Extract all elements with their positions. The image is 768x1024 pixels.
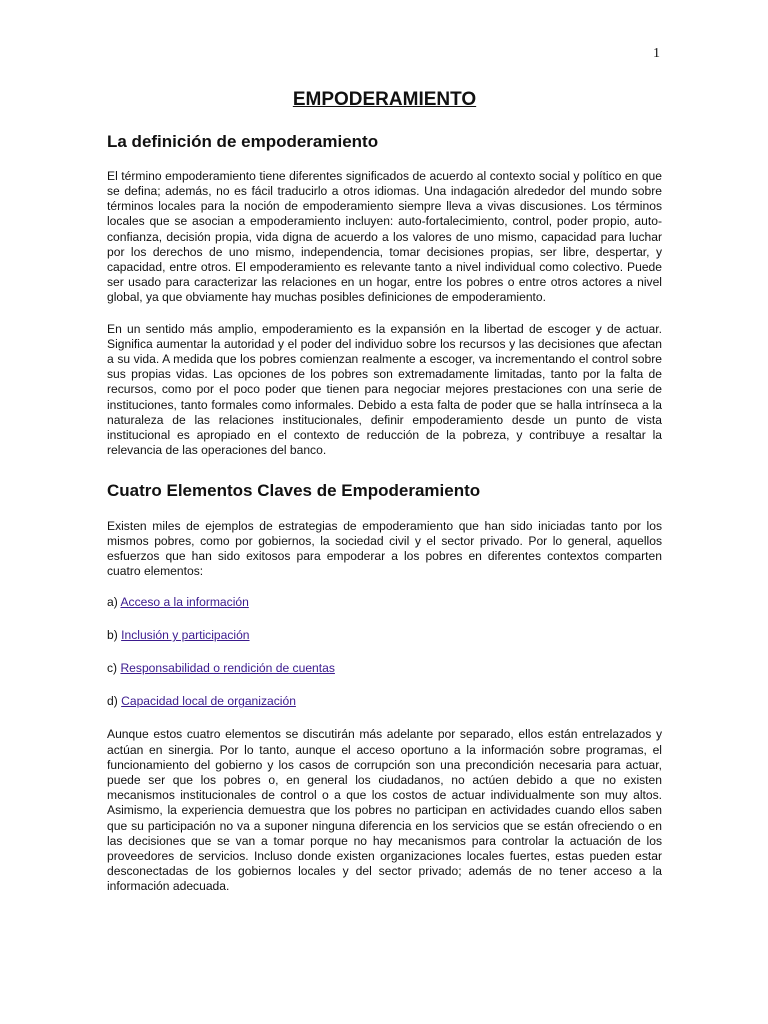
list-item-b [107,628,662,643]
section-heading-definition: La definición de empoderamiento [107,131,379,151]
list-item-a [107,595,662,610]
document-body [107,88,662,911]
list-item-prefix: b) [107,628,122,643]
link-inclusion-participacion[interactable]: Inclusión y participación [121,628,250,643]
list-item-d [107,694,662,709]
definition-paragraph-2: En un sentido más amplio, empoderamiento es la expansión en la libertad de escoger y de actuar. Significa aumentar la autoridad y el poder del individuo sobre los recursos y las decisiones que afectan a su vida. A medida que los pobres comienzan realmente a escoger, va incrementando el control sobre sus propias vidas. Las opciones de los pobres son extremadamente limitadas, tanto por la falta de recursos, como por el poco poder que tienen para negociar mejores prestaciones con una serie de instituciones, tanto formales como informales. Debido a esta falta de poder que se halla intrínseca a la naturaleza de las relaciones institucionales, definir empoderamiento desde un punto de vista institucional es apropiado en el contexto de reducción de la pobreza, y contribuye a resaltar la relevancia de las operaciones del banco. [107,321,662,458]
list-item-prefix: d) [107,694,122,709]
section-heading-elements: Cuatro Elementos Claves de Empoderamiento [107,481,481,501]
list-item-prefix: c) [107,661,121,676]
link-responsabilidad-rendicion[interactable]: Responsabilidad o rendición de cuentas [120,661,335,676]
definition-paragraph-1: El término empoderamiento tiene diferentes significados de acuerdo al contexto social y político en que se defina; además, no es fácil traducirlo a otros idiomas. Una indagación alrededor del mundo sobre términos locales para la noción de empoderamiento siempre lleva a vivas discusiones. Los términos locales que se asocian a empoderamiento incluyen: auto-fortalecimiento, control, poder propio, auto-confianza, decisión propia, vida digna de acuerdo a los valores de uno mismo, capacidad para luchar por los derechos de uno mismo, independencia, tomar decisiones propias, ser libre, despertar, y capacidad, entre otros. El empoderamiento es relevante tanto a nivel individual como colectivo. Puede ser usado para caracterizar las relaciones en un hogar, entre los pobres o entre otros actores a nivel global, ya que obviamente hay muchas posibles definiciones de empoderamiento. [107,168,662,305]
elements-intro-paragraph: Existen miles de ejemplos de estrategias de empoderamiento que han sido iniciadas tanto por los mismos pobres, como por gobiernos, la sociedad civil y el sector privado. Por lo general, aquellos esfuerzos que han sido exitosos para empoderar a los pobres en diferentes contextos comparten cuatro elementos: [107,518,662,579]
document-title: EMPODERAMIENTO [292,89,477,110]
list-item-prefix: a) [107,595,121,610]
link-acceso-informacion[interactable]: Acceso a la información [120,595,249,610]
list-item-c [107,661,662,676]
link-capacidad-organizacion[interactable]: Capacidad local de organización [121,694,296,709]
elements-closing-paragraph: Aunque estos cuatro elementos se discutirán más adelante por separado, ellos están entrelazados y actúan en sinergia. Por lo tanto, aunque el acceso oportuno a la información sobre programas, el funcionamiento del gobierno y los casos de corrupción son una precondición necesaria para actuar, puede ser que los pobres o, en general los ciudadanos, no actúen debido a que no existen mecanismos institucionales de control o a que los costos de actuar individualmente son muy altos. Asimismo, la experiencia demuestra que los pobres no participan en actividades cuando ellos saben que su participación no va a suponer ninguna diferencia en los servicios que se están ofreciendo o en las decisiones que se van a tomar porque no hay mecanismos para controlar la actuación de los proveedores de servicios. Incluso donde existen organizaciones locales fuertes, estas pueden estar desconectadas de los gobiernos locales y del sector privado; además de no tener acceso a la información adecuada. [107,727,662,894]
page-number: 1 [653,46,660,61]
